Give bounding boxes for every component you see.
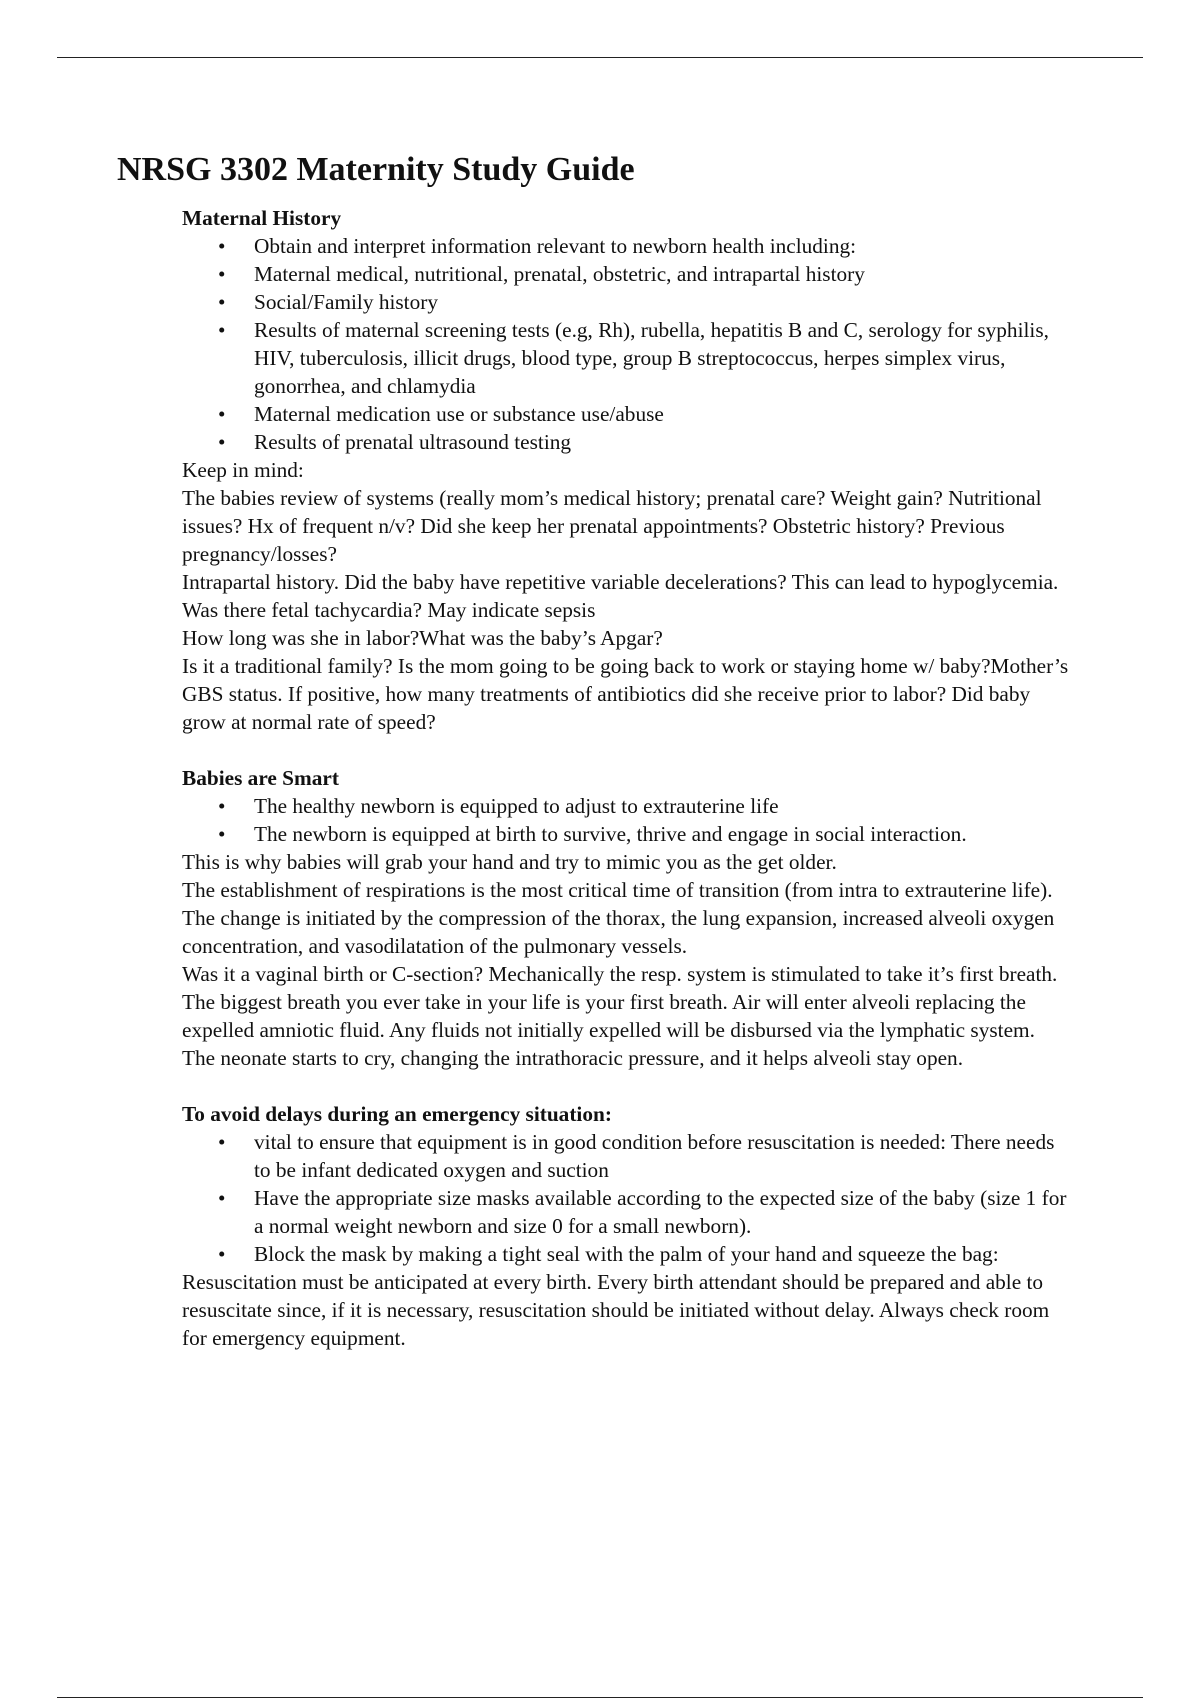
section-heading: Babies are Smart: [182, 766, 339, 790]
section-heading: Maternal History: [182, 206, 342, 230]
bullet-list: [182, 792, 1072, 848]
top-rule: [57, 57, 1143, 58]
paragraph: Intrapartal history. Did the baby have repetitive variable decelerations? This can lead to hypoglycemia. Was there fetal tachycardia? May indicate sepsis: [182, 570, 1059, 622]
section-emergency: [182, 1100, 1072, 1352]
list-item: • Social/Family history: [182, 288, 1072, 316]
paragraph: Resuscitation must be anticipated at every birth. Every birth attendant should be prepared and able to resuscitate since, if it is necessary, resuscitation should be initiated without delay. Always check room for emergency equipment.: [182, 1270, 1050, 1350]
paragraph: This is why babies will grab your hand and try to mimic you as the get older.: [182, 850, 837, 874]
list-item: • Maternal medication use or substance use/abuse: [182, 400, 1072, 428]
list-item: • The healthy newborn is equipped to adjust to extrauterine life: [182, 792, 1072, 820]
bullet-list: [182, 1128, 1072, 1268]
paragraph: Was it a vaginal birth or C-section? Mechanically the resp. system is stimulated to take it’s first breath. The biggest breath you ever take in your life is your first breath. Air will enter alveoli replacing the expelled amniotic fluid. Any fluids not initially expelled will be disbursed via the lymphatic system. The neonate starts to cry, changing the intrathoracic pressure, and it helps alveoli stay open.: [182, 962, 1058, 1070]
paragraph: Is it a traditional family? Is the mom going to be going back to work or staying home w/ baby?Mother’s GBS status. If positive, how many treatments of antibiotics did she receive prior to labor? Did baby grow at normal rate of speed?: [182, 654, 1069, 734]
list-item: • Have the appropriate size masks available according to the expected size of the baby (size 1 for a normal weight newborn and size 0 for a small newborn).: [182, 1184, 1072, 1240]
list-item: • Obtain and interpret information relevant to newborn health including:: [182, 232, 1072, 260]
paragraph: The babies review of systems (really mom’s medical history; prenatal care? Weight gain? Nutritional issues? Hx of frequent n/v? Did she keep her prenatal appointments? Obstetric history? Previous pregnancy/losses?: [182, 486, 1042, 566]
section-spacer: [182, 736, 1072, 764]
section-babies-are-smart: [182, 764, 1072, 1072]
list-item: • Results of maternal screening tests (e.g, Rh), rubella, hepatitis B and C, serology for syphilis, HIV, tuberculosis, illicit drugs, blood type, group B streptococcus, herpes simplex virus, gonorrhea, and chlamydia: [182, 316, 1072, 400]
list-item: • vital to ensure that equipment is in good condition before resuscitation is needed: There needs to be infant dedicated oxygen and suction: [182, 1128, 1072, 1184]
paragraph: Keep in mind:: [182, 458, 304, 482]
page-title: NRSG 3302 Maternity Study Guide: [117, 151, 635, 188]
list-item: • Block the mask by making a tight seal with the palm of your hand and squeeze the bag:: [182, 1240, 1072, 1268]
section-maternal-history: [182, 204, 1072, 736]
paragraph: How long was she in labor?What was the baby’s Apgar?: [182, 626, 663, 650]
list-item: • Results of prenatal ultrasound testing: [182, 428, 1072, 456]
section-spacer: [182, 1072, 1072, 1100]
list-item: • The newborn is equipped at birth to survive, thrive and engage in social interaction.: [182, 820, 1072, 848]
bullet-list: [182, 232, 1072, 456]
list-item: • Maternal medical, nutritional, prenatal, obstetric, and intrapartal history: [182, 260, 1072, 288]
bottom-rule: [57, 1697, 1143, 1698]
document-body: [182, 204, 1072, 1352]
section-heading: To avoid delays during an emergency situation:: [182, 1102, 612, 1126]
paragraph: The establishment of respirations is the most critical time of transition (from intra to extrauterine life). The change is initiated by the compression of the thorax, the lung expansion, increased alveoli oxygen concentration, and vasodilatation of the pulmonary vessels.: [182, 878, 1055, 958]
